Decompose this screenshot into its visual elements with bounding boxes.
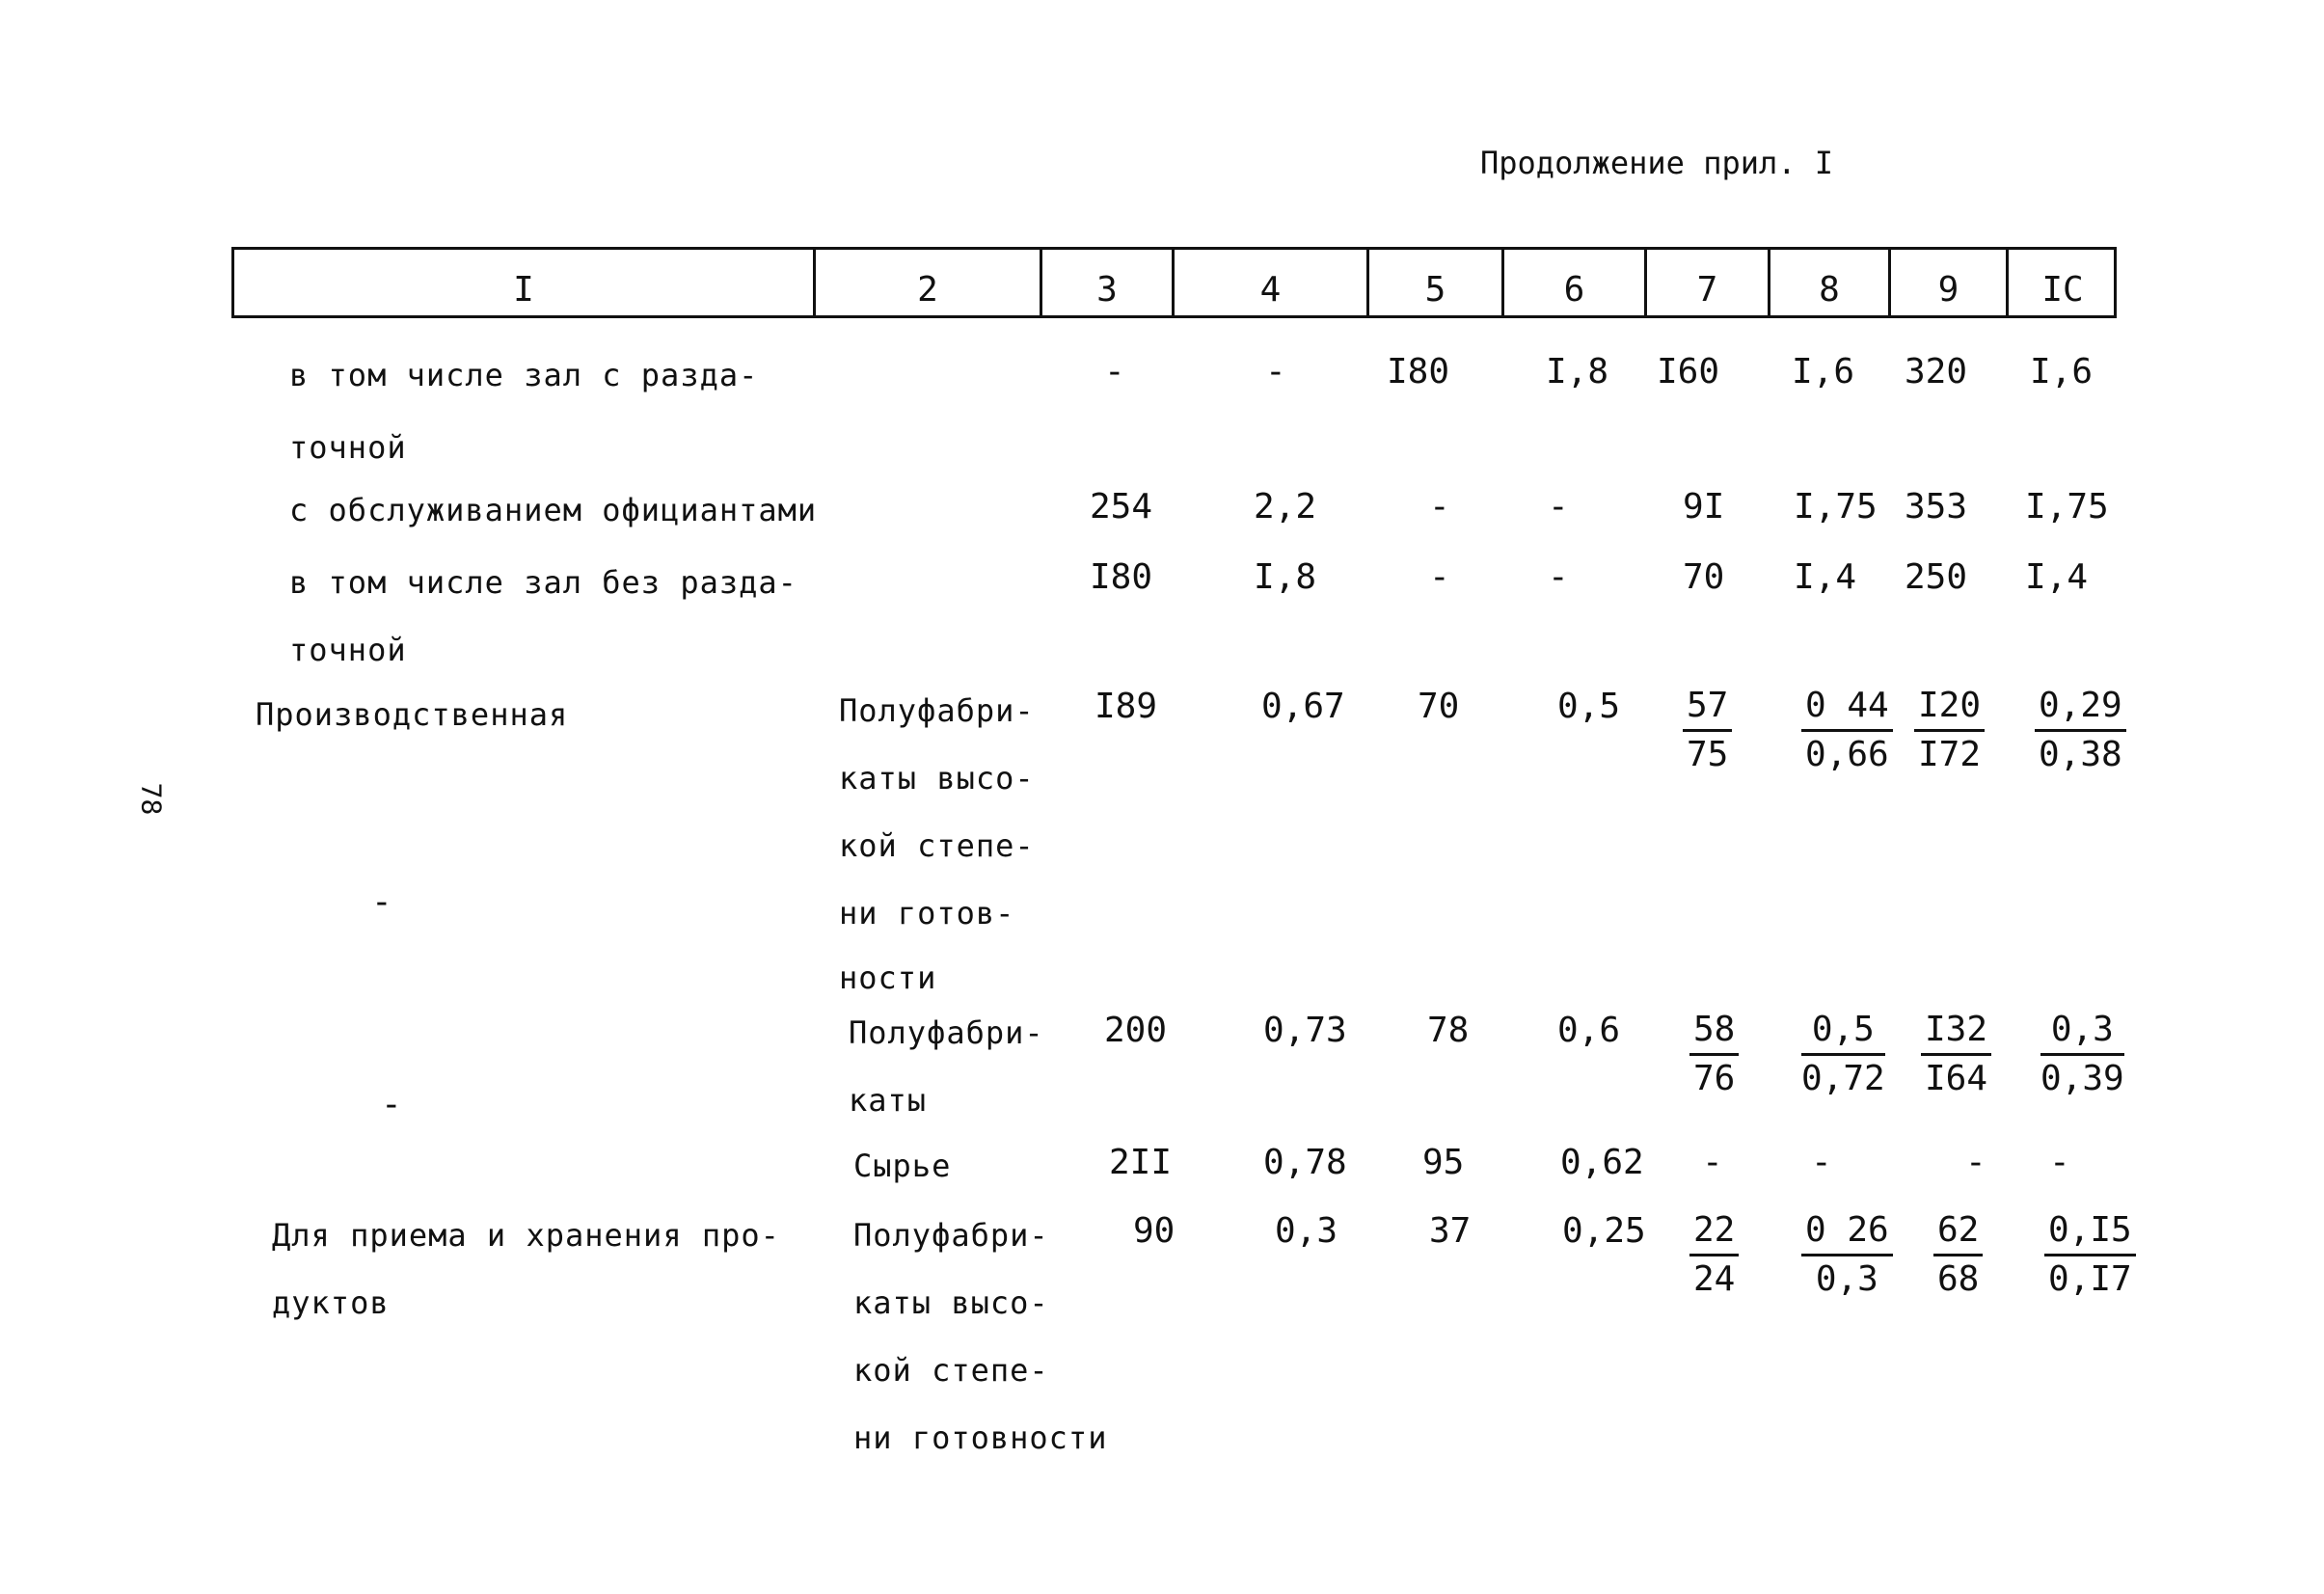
fraction-cell [1801,1007,1885,1102]
fraction-denominator: 0,72 [1801,1059,1885,1098]
cell: 0,73 [1263,1011,1347,1050]
fraction-cell [1689,1207,1739,1303]
col-header-4: 4 [1259,270,1282,310]
fraction-numerator: 0,5 [1801,1007,1885,1056]
cell: 0,67 [1261,687,1345,726]
cell: I60 [1657,352,1720,392]
cell: - [1429,557,1450,597]
fraction-cell [1801,683,1893,778]
col-header-6: 6 [1563,270,1585,310]
dash-marker: - [381,1085,402,1124]
fraction-numerator: 0 26 [1801,1207,1893,1256]
fraction-denominator: 76 [1693,1059,1736,1098]
cell: 2,2 [1254,487,1317,527]
row-sublabel: Полуфабри- [849,1014,1044,1051]
fraction-cell [1689,1007,1739,1102]
fraction-denominator: I64 [1925,1059,1988,1098]
fraction-denominator: 0,66 [1805,735,1889,774]
row-label: в том числе зал без разда- [289,564,797,601]
cell: 0,62 [1560,1143,1644,1182]
col-header-10: IC [2041,270,2084,310]
row-label-cont: точной [289,632,407,668]
fraction-numerator: I32 [1921,1007,1991,1056]
col-header-1: I [513,270,534,310]
cell: 78 [1427,1011,1470,1050]
cell: 0,25 [1562,1211,1646,1251]
cell: 0,6 [1557,1011,1621,1050]
row-label: в том числе зал с разда- [289,357,759,393]
cell: - [1104,352,1125,392]
cell: I,6 [2030,352,2094,392]
col-header-2: 2 [917,270,938,310]
row-sublabel: ни готовности [853,1419,1108,1456]
cell: 250 [1905,557,1968,597]
row-sublabel: каты высо- [853,1284,1049,1321]
cell: I,75 [2025,487,2109,527]
fraction-denominator: 0,3 [1815,1259,1878,1299]
cell: 0,3 [1275,1211,1338,1251]
cell: - [1548,487,1569,527]
fraction-cell [1914,683,1985,778]
col-header-5: 5 [1424,270,1446,310]
cell: I,4 [2025,557,2089,597]
cell: I,8 [1546,352,1609,392]
cell: - [2049,1143,2070,1182]
cell: I,8 [1254,557,1317,597]
fraction-denominator: 68 [1937,1259,1980,1299]
dash-marker: - [371,882,392,922]
fraction-numerator: 0,29 [2035,683,2126,732]
row-label-cont: дуктов [272,1284,390,1321]
cell: - [1965,1143,1986,1182]
row-sublabel: каты высо- [839,760,1035,797]
cell: 2II [1109,1143,1173,1182]
row-label: Производственная [256,696,569,733]
fraction-numerator: 0 44 [1801,683,1893,732]
fraction-cell [2044,1207,2136,1303]
cell: 95 [1422,1143,1465,1182]
cell: 70 [1683,557,1725,597]
col-header-7: 7 [1696,270,1718,310]
fraction-denominator: 24 [1693,1259,1736,1299]
cell: 0,5 [1557,687,1621,726]
fraction-cell [2040,1007,2124,1102]
fraction-denominator: 75 [1687,735,1729,774]
cell: 254 [1090,487,1153,527]
cell: I80 [1387,352,1450,392]
fraction-cell [2035,683,2126,778]
cell: 200 [1104,1011,1168,1050]
cell: 353 [1905,487,1968,527]
fraction-numerator: 62 [1933,1207,1983,1256]
fraction-numerator: 22 [1689,1207,1739,1256]
cell: 37 [1429,1211,1472,1251]
cell: - [1702,1143,1723,1182]
cell: - [1265,352,1286,392]
cell: 0,78 [1263,1143,1347,1182]
row-label-cont: точной [289,429,407,466]
row-label: с обслуживанием официантами [289,492,818,528]
fraction-cell [1801,1207,1893,1303]
fraction-denominator: I72 [1918,735,1982,774]
row-sublabel: ности [839,959,937,996]
row-label: Для приема и хранения про- [272,1217,780,1254]
row-sublabel: Полуфабри- [839,692,1035,729]
cell: I,4 [1794,557,1857,597]
col-header-9: 9 [1937,270,1959,310]
fraction-cell [1921,1007,1991,1102]
cell: 90 [1133,1211,1176,1251]
row-sublabel: Полуфабри- [853,1217,1049,1254]
fraction-cell [1683,683,1732,778]
cell: I,6 [1792,352,1855,392]
fraction-numerator: 0,I5 [2044,1207,2136,1256]
fraction-numerator: 0,3 [2040,1007,2124,1056]
row-sublabel: кой степе- [853,1352,1049,1389]
fraction-denominator: 0,39 [2040,1059,2124,1098]
fraction-denominator: 0,38 [2039,735,2122,774]
row-sublabel: Сырье [853,1148,952,1184]
page-number: 78 [135,782,168,816]
cell: - [1548,557,1569,597]
fraction-cell [1933,1207,1983,1303]
cell: - [1429,487,1450,527]
col-header-8: 8 [1819,270,1840,310]
fraction-numerator: 58 [1689,1007,1739,1056]
row-sublabel: каты [849,1082,928,1119]
cell: I80 [1090,557,1153,597]
row-sublabel: кой степе- [839,827,1035,864]
cell: I,75 [1794,487,1878,527]
cell: 320 [1905,352,1968,392]
row-sublabel: ни готов- [839,895,1015,932]
col-header-3: 3 [1096,270,1118,310]
fraction-denominator: 0,I7 [2048,1259,2132,1299]
continuation-note: Продолжение прил. I [1480,145,1834,181]
fraction-numerator: I20 [1914,683,1985,732]
fraction-numerator: 57 [1683,683,1732,732]
cell: - [1811,1143,1832,1182]
cell: 70 [1418,687,1460,726]
cell: 9I [1683,487,1725,527]
cell: I89 [1094,687,1158,726]
